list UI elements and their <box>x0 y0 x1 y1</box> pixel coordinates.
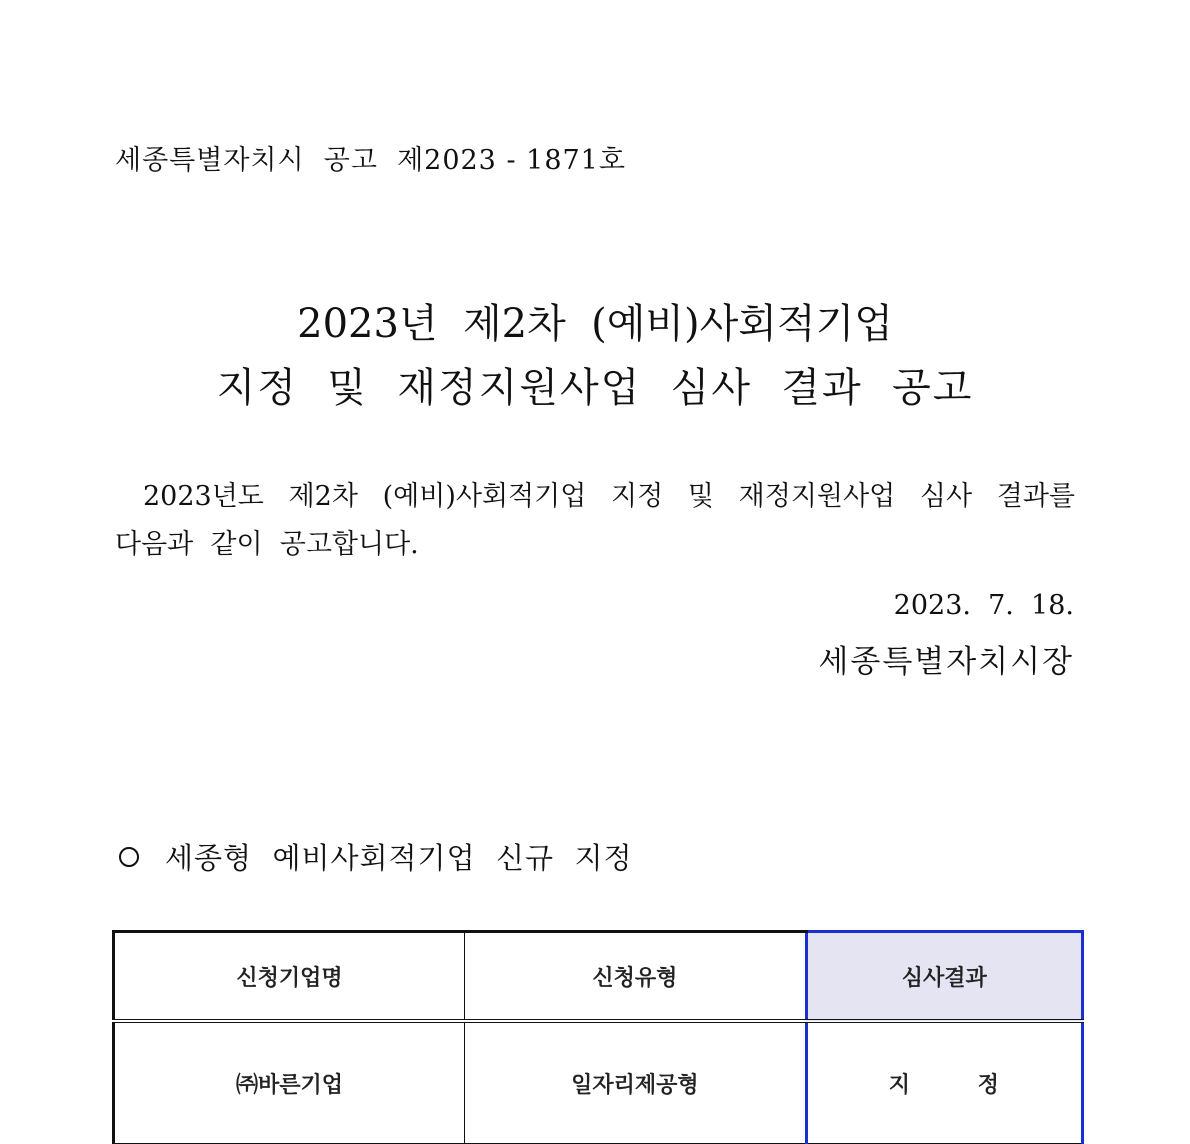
section-heading-text: 세종형 예비사회적기업 신규 지정 <box>165 841 633 875</box>
table-header-row <box>114 932 1083 1022</box>
section-heading <box>115 836 633 877</box>
document-title-line1: 2023년 제2차 (예비)사회적기업 <box>297 301 893 347</box>
document-title-line2: 지정 및 재정지원사업 심사 결과 공고 <box>216 365 974 411</box>
body-text-line2: 다음과 같이 공고합니다. <box>115 529 419 560</box>
table-row <box>114 1021 1083 1144</box>
body-text-line1: 2023년도 제2차 (예비)사회적기업 지정 및 재정지원사업 심사 결과를 <box>143 481 1075 512</box>
results-table <box>112 930 1084 1144</box>
cell-review-result: 지 정 <box>806 1021 1082 1144</box>
notice-number: 세종특별자치시 공고 제2023 - 1871호 <box>115 145 626 176</box>
header-application-type: 신청유형 <box>465 932 806 1022</box>
issuer-name: 세종특별자치시장 <box>818 644 1074 680</box>
header-review-result: 심사결과 <box>806 932 1082 1022</box>
announcement-date: 2023. 7. 18. <box>893 590 1074 621</box>
circle-bullet-icon <box>119 847 139 867</box>
header-company-name: 신청기업명 <box>114 932 465 1022</box>
cell-application-type: 일자리제공형 <box>465 1021 806 1144</box>
cell-company-name: ㈜바른기업 <box>114 1021 465 1144</box>
